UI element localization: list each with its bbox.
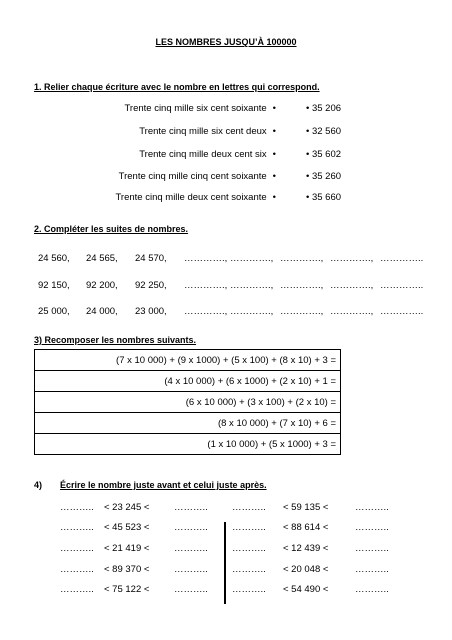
sequence-value: 25 000, [38, 306, 70, 317]
blank-field[interactable]: ……….. [174, 502, 208, 513]
bullet-icon: • [306, 171, 310, 182]
number-label: < 12 439 < [283, 543, 329, 554]
bullet-icon: • [272, 103, 276, 114]
sequence-value: 24 000, [86, 306, 118, 317]
words-item[interactable] [124, 103, 276, 114]
bullet-icon: • [306, 149, 310, 160]
number-label: < 20 048 < [283, 564, 329, 575]
number-item[interactable] [306, 192, 341, 203]
number-item[interactable] [306, 149, 341, 160]
table-row [35, 371, 341, 392]
blank-field[interactable]: ……….. [174, 522, 208, 533]
blank-field[interactable]: ……….. [174, 543, 208, 554]
blank-field[interactable]: ……….. [355, 543, 389, 554]
blank-field[interactable]: …………., [330, 306, 374, 317]
words-item[interactable] [115, 192, 276, 203]
blank-field[interactable]: …………., [230, 306, 274, 317]
sequence-value: 92 150, [38, 280, 70, 291]
bullet-icon: • [306, 103, 310, 114]
sequence-value: 24 565, [86, 253, 118, 264]
section1-heading: 1. Relier chaque écriture avec le nombre en lettres qui correspond. [34, 82, 320, 92]
blank-field[interactable]: ……….. [60, 543, 94, 554]
bullet-icon: • [306, 126, 310, 137]
number-label: < 59 135 < [283, 502, 329, 513]
page-title: LES NOMBRES JUSQU’À 100000 [155, 37, 297, 47]
recompose-item[interactable]: (4 x 10 000) + (6 x 1000) + (2 x 10) + 1 = [35, 371, 341, 392]
words-text: Trente cinq mille deux cent soixante [115, 192, 267, 203]
sequence-value: 92 250, [135, 280, 167, 291]
sequence-value: 24 560, [38, 253, 70, 264]
words-text: Trente cinq mille six cent soixante [124, 103, 267, 114]
blank-field[interactable]: ……….. [232, 584, 266, 595]
words-item[interactable] [139, 149, 276, 160]
blank-field[interactable]: ……….. [232, 522, 266, 533]
blank-field[interactable]: …………., [230, 280, 274, 291]
column-divider [224, 522, 226, 604]
blank-field[interactable]: ……….. [174, 584, 208, 595]
number-item[interactable] [306, 171, 341, 182]
sequence-value: 92 200, [86, 280, 118, 291]
blank-field[interactable]: ……….. [355, 584, 389, 595]
number-text: 35 660 [311, 192, 342, 203]
blank-field[interactable]: ……….. [355, 522, 389, 533]
recompose-table [34, 349, 341, 455]
blank-field[interactable]: ……….. [232, 502, 266, 513]
number-label: < 54 490 < [283, 584, 329, 595]
sequence-value: 24 570, [135, 253, 167, 264]
bullet-icon: • [272, 126, 276, 137]
number-label: < 21 419 < [104, 543, 150, 554]
sequence-value: 23 000, [135, 306, 167, 317]
blank-field[interactable]: ………….. [380, 280, 424, 291]
table-row [35, 413, 341, 434]
bullet-icon: • [272, 149, 276, 160]
blank-field[interactable]: …………., [280, 253, 324, 264]
recompose-item[interactable]: (7 x 10 000) + (9 x 1000) + (5 x 100) + (8 x 10) + 3 = [35, 350, 341, 371]
blank-field[interactable]: …………., [184, 306, 228, 317]
words-text: Trente cinq mille deux cent six [139, 149, 267, 160]
blank-field[interactable]: ………….. [380, 306, 424, 317]
blank-field[interactable]: …………., [280, 306, 324, 317]
table-row [35, 350, 341, 371]
blank-field[interactable]: ……….. [60, 564, 94, 575]
number-item[interactable] [306, 103, 341, 114]
blank-field[interactable]: ………….. [380, 253, 424, 264]
number-label: < 23 245 < [104, 502, 150, 513]
recompose-item[interactable]: (8 x 10 000) + (7 x 10) + 6 = [35, 413, 341, 434]
blank-field[interactable]: ……….. [60, 584, 94, 595]
blank-field[interactable]: ……….. [174, 564, 208, 575]
words-item[interactable] [139, 126, 276, 137]
blank-field[interactable]: ……….. [355, 502, 389, 513]
number-item[interactable] [306, 126, 341, 137]
number-label: < 88 614 < [283, 522, 329, 533]
bullet-icon: • [272, 192, 276, 203]
table-row [35, 392, 341, 413]
bullet-icon: • [306, 192, 310, 203]
blank-field[interactable]: ……….. [232, 564, 266, 575]
number-text: 35 260 [311, 171, 342, 182]
section2-heading: 2. Compléter les suites de nombres. [34, 224, 189, 234]
words-item[interactable] [119, 171, 276, 182]
section4-heading [34, 480, 267, 490]
bullet-icon: • [272, 171, 276, 182]
number-label: < 45 523 < [104, 522, 150, 533]
blank-field[interactable]: …………., [330, 280, 374, 291]
number-text: 32 560 [311, 126, 342, 137]
blank-field[interactable]: ……….. [60, 502, 94, 513]
recompose-item[interactable]: (6 x 10 000) + (3 x 100) + (2 x 10) = [35, 392, 341, 413]
number-label: < 89 370 < [104, 564, 150, 575]
blank-field[interactable]: …………., [230, 253, 274, 264]
recompose-item[interactable]: (1 x 10 000) + (5 x 1000) + 3 = [35, 434, 341, 455]
words-text: Trente cinq mille cinq cent soixante [118, 171, 267, 182]
section4-title: Écrire le nombre juste avant et celui juste après. [60, 480, 267, 490]
blank-field[interactable]: …………., [184, 253, 228, 264]
blank-field[interactable]: ……….. [60, 522, 94, 533]
blank-field[interactable]: ……….. [355, 564, 389, 575]
blank-field[interactable]: ……….. [232, 543, 266, 554]
blank-field[interactable]: …………., [184, 280, 228, 291]
number-text: 35 602 [311, 149, 342, 160]
number-label: < 75 122 < [104, 584, 150, 595]
section4-number: 4) [34, 480, 43, 490]
words-text: Trente cinq mille six cent deux [139, 126, 267, 137]
section3-heading: 3) Recomposer les nombres suivants. [34, 335, 197, 345]
table-row [35, 434, 341, 455]
blank-field[interactable]: …………., [330, 253, 374, 264]
number-text: 35 206 [311, 103, 342, 114]
blank-field[interactable]: …………., [280, 280, 324, 291]
